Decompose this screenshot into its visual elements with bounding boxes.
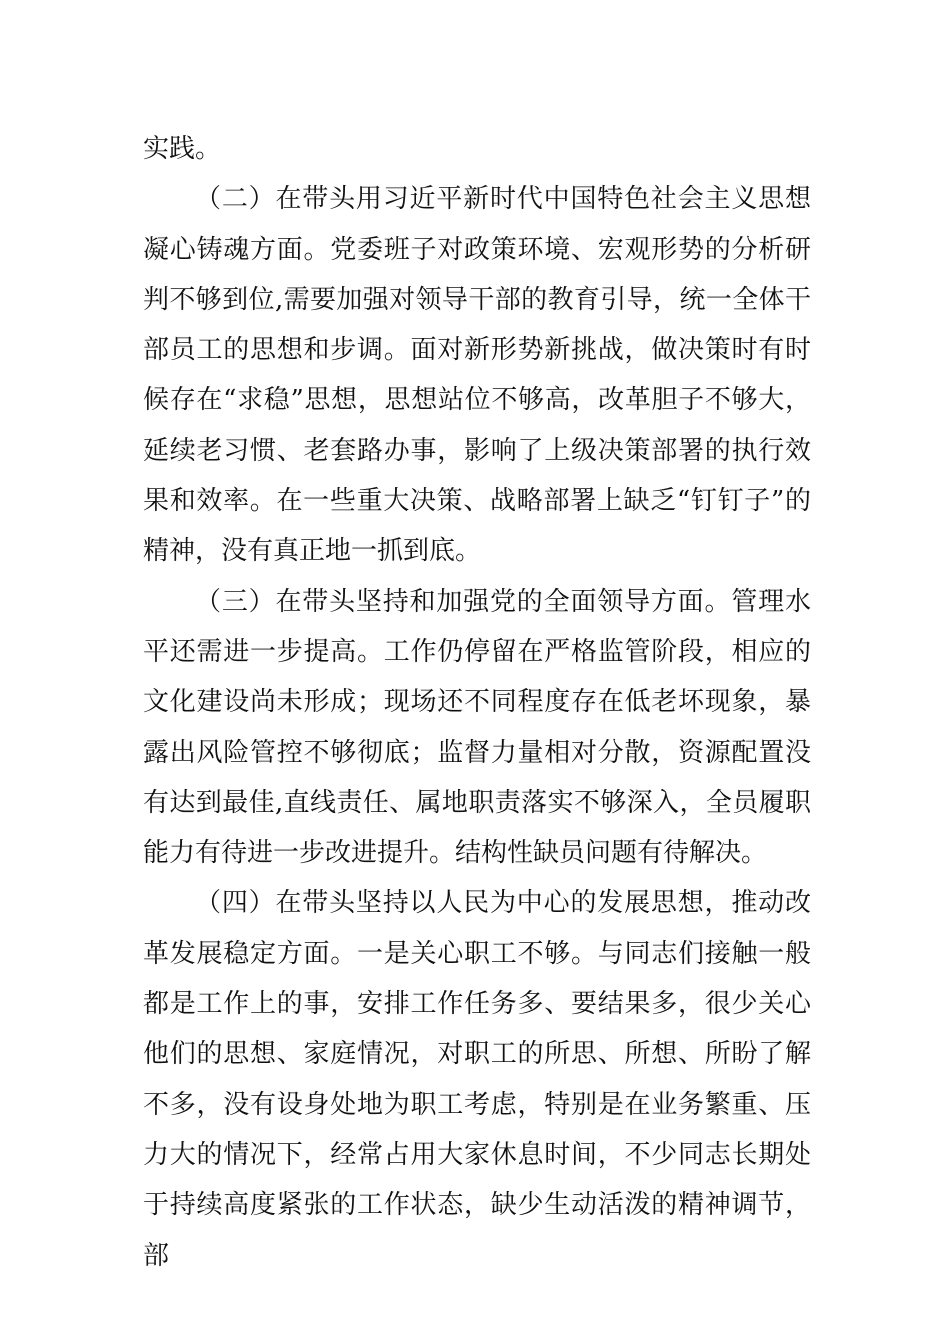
paragraph-section-4: （四）在带头坚持以人民为中心的发展思想，推动改革发展稳定方面。一是关心职工不够。与同志们接触一般都是工作上的事，安排工作任务多、要结果多，很少关心他们的思想、家庭情况，对职工的所思、所想、所盼了解不多，没有设身处地为职工考虑，特别是在业务繁重、压力大的情况下，经常占用大家休息时间，不少同志长期处于持续高度紧张的工作状态，缺少生动活泼的精神调节，部 [143,888,811,1271]
document-body [143,124,811,1281]
paragraph-section-2: （二）在带头用习近平新时代中国特色社会主义思想凝心铸魂方面。党委班子对政策环境、宏观形势的分析研判不够到位,需要加强对领导干部的教育引导，统一全体干部员工的思想和步调。面对新形势新挑战，做决策时有时候存在“求稳”思想，思想站位不够高，改革胆子不够大，延续老习惯、老套路办事，影响了上级决策部署的执行效果和效率。在一些重大决策、战略部署上缺乏“钉钉子”的精神，没有真正地一抓到底。 [143,184,811,567]
paragraph-section-3: （三）在带头坚持和加强党的全面领导方面。管理水平还需进一步提高。工作仍停留在严格监管阶段，相应的文化建设尚未形成；现场还不同程度存在低老坏现象，暴露出风险管控不够彻底；监督力量相对分散，资源配置没有达到最佳,直线责任、属地职责落实不够深入，全员履职能力有待进一步改进提升。结构性缺员问题有待解决。 [143,586,811,869]
paragraph-continuation: 实践。 [143,134,222,164]
